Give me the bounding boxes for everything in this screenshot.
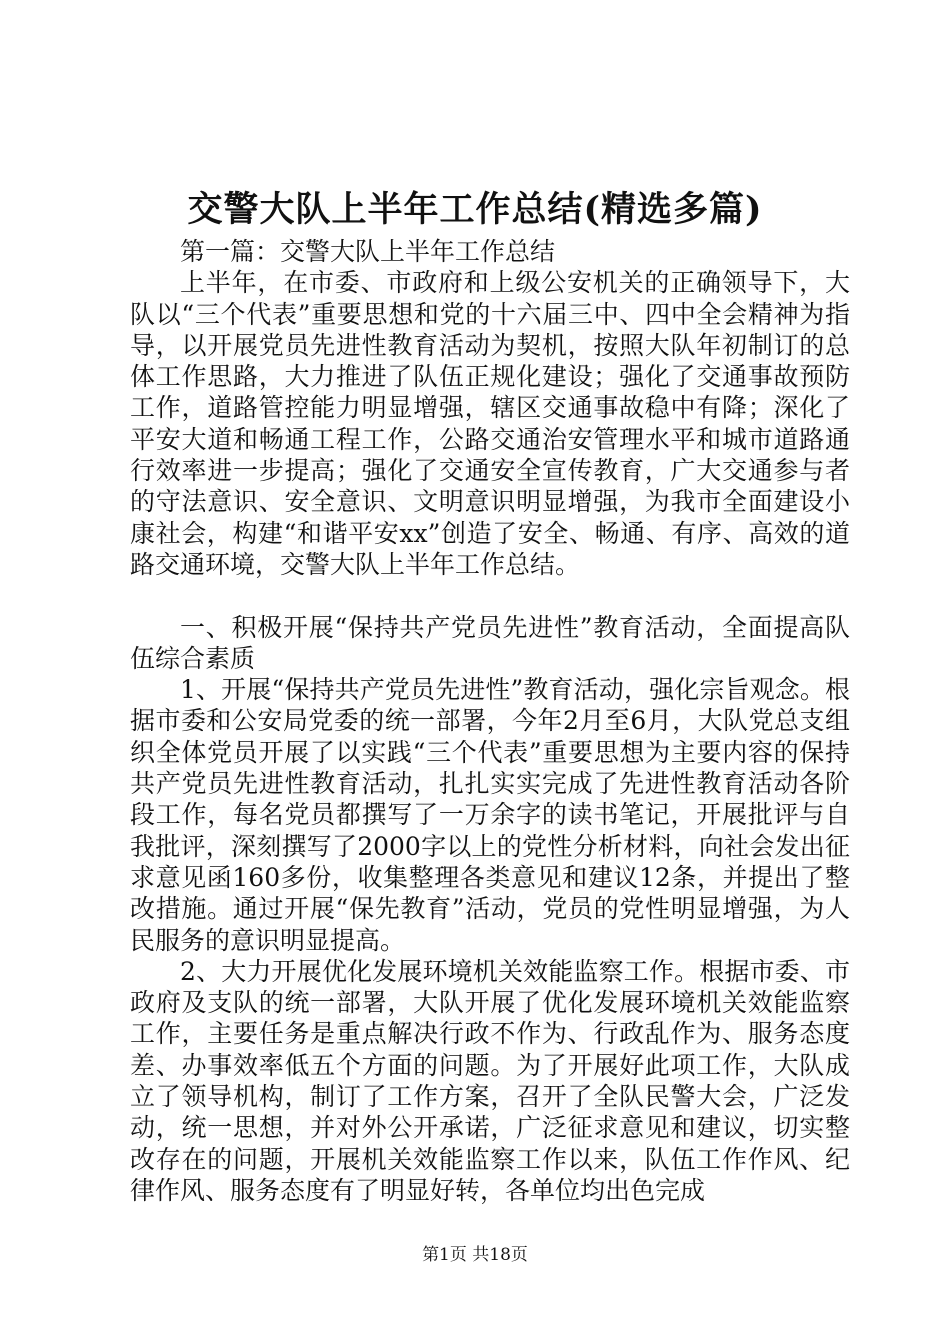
paragraph-item-1: 1、开展“保持共产党员先进性”教育活动，强化宗旨观念。根据市委和公安局党委的统一部署，今年2月至6月，大队党总支组织全体党员开展了以实践“三个代表”重要思想为主要内容的保持共产党员先进性教育活动，扎扎实实完成了先进性教育活动各阶段工作，每名党员都撰写了一万余字的读书笔记，开展批评与自我批评，深刻撰写了2000字以上的党性分析材料，向社会发出征求意见函160多份，收集整理各类意见和建议12条，并提出了整改措施。通过开展“保先教育”活动，党员的党性明显增强，为人民服务的意识明显提高。 <box>130 675 850 955</box>
intro-paragraph: 上半年，在市委、市政府和上级公安机关的正确领导下，大队以“三个代表”重要思想和党的十六届三中、四中全会精神为指导，以开展党员先进性教育活动为契机，按照大队年初制订的总体工作思路，大力推进了队伍正规化建设；强化了交通事故预防工作，道路管控能力明显增强，辖区交通事故稳中有降；深化了平安大道和畅通工程工作，公路交通治安管理水平和城市道路通行效率进一步提高；强化了交通安全宣传教育，广大交通参与者的守法意识、安全意识、文明意识明显增强，为我市全面建设小康社会，构建“和谐平安xx”创造了安全、畅通、有序、高效的道路交通环境，交警大队上半年工作总结。 <box>130 268 850 579</box>
section-heading-part-one: 第一篇：交警大队上半年工作总结 <box>180 237 556 266</box>
blank-line <box>130 580 850 611</box>
section-heading-1: 一、积极开展“保持共产党员先进性”教育活动，全面提高队伍综合素质 <box>130 612 850 673</box>
paragraph-item-2: 2、大力开展优化发展环境机关效能监察工作。根据市委、市政府及支队的统一部署，大队开展了优化发展环境机关效能监察工作，主要任务是重点解决行政不作为、行政乱作为、服务态度差、办事效率低五个方面的问题。为了开展好此项工作，大队成立了领导机构，制订了工作方案，召开了全队民警大会，广泛发动，统一思想，并对外公开承诺，广泛征求意见和建议，切实整改存在的问题，开展机关效能监察工作以来，队伍工作作风、纪律作风、服务态度有了明显好转，各单位均出色完成 <box>130 956 850 1205</box>
document-body <box>130 236 850 1206</box>
page-number-footer: 第1页 共18页 <box>422 1245 528 1265</box>
document-title: 交警大队上半年工作总结(精选多篇) <box>187 189 763 230</box>
